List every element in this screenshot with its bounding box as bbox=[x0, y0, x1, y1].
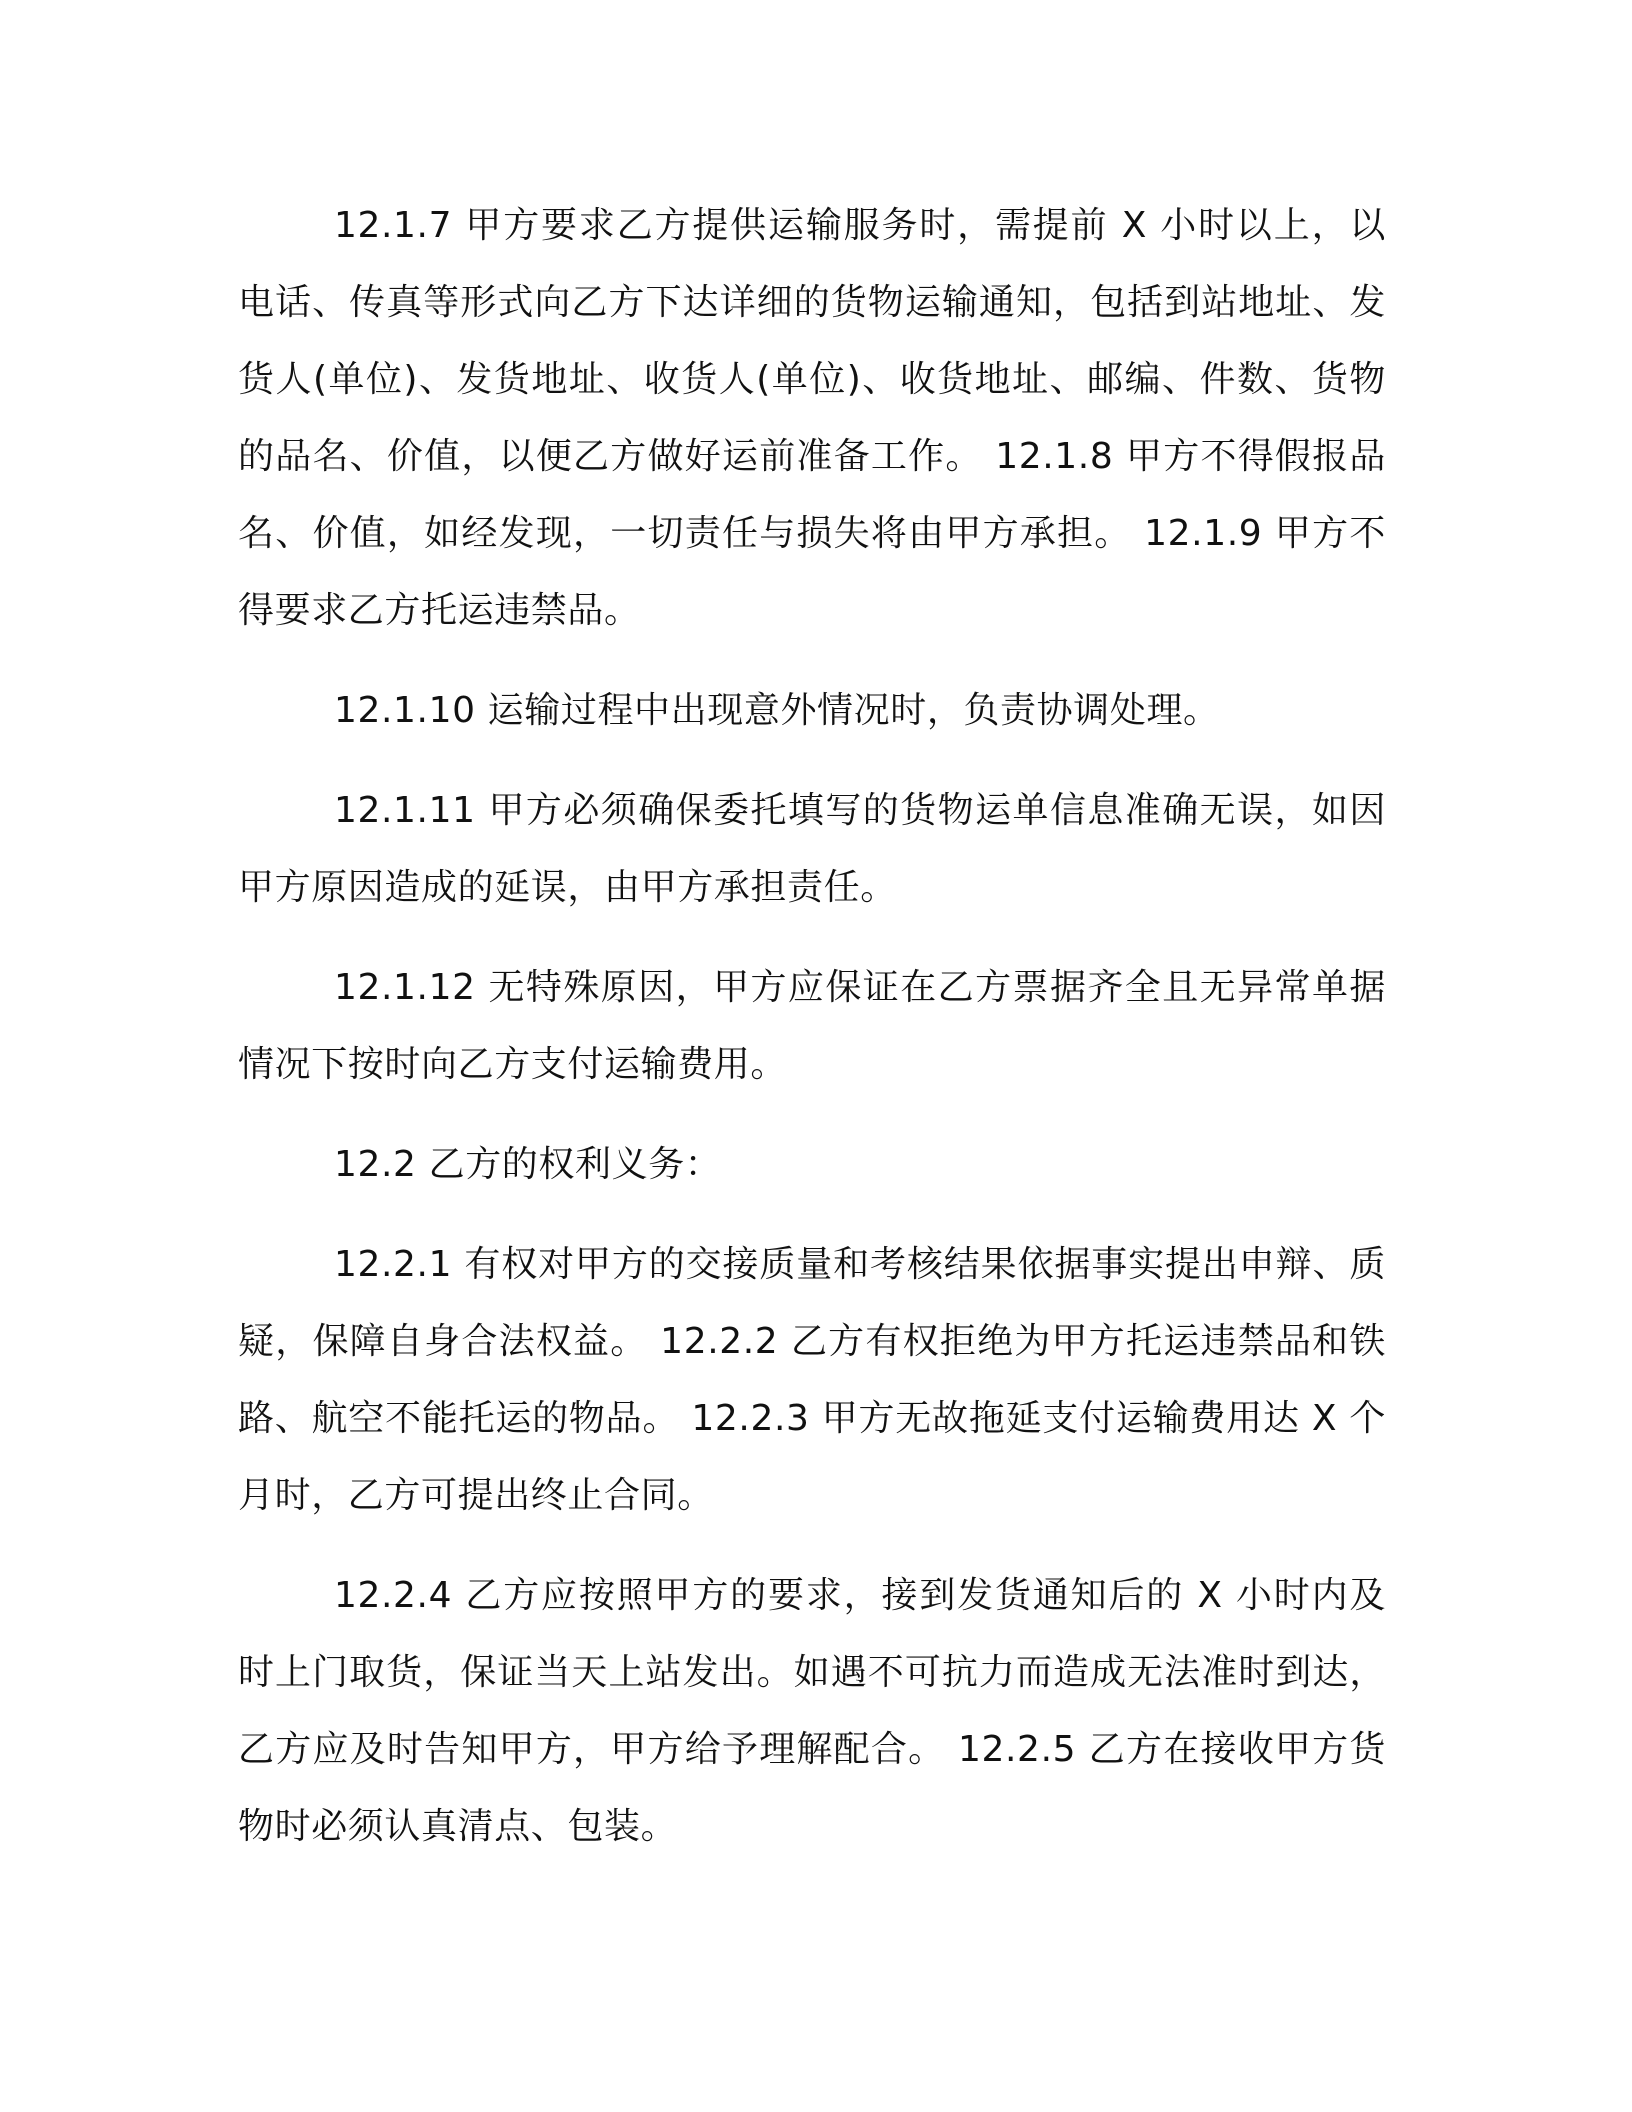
clause-12-1-12: 12.1.12 无特殊原因，甲方应保证在乙方票据齐全且无异常单据情况下按时向乙方支付运输费用。 bbox=[238, 967, 1386, 1085]
document-body bbox=[238, 187, 1386, 1865]
clause-12-2-4-to-12-2-5: 12.2.4 乙方应按照甲方的要求，接到发货通知后的 X 小时内及时上门取货，保证当天上站发出。如遇不可抗力而造成无法准时到达，乙方应及时告知甲方，甲方给予理解配合。 12.2.5 乙方在接收甲方货物时必须认真清点、包装。 bbox=[238, 1575, 1386, 1847]
clause-12-2-1-to-12-2-3: 12.2.1 有权对甲方的交接质量和考核结果依据事实提出申辩、质疑，保障自身合法权益。 12.2.2 乙方有权拒绝为甲方托运违禁品和铁路、航空不能托运的物品。 12.2.3 甲方无故拖延支付运输费用达 X 个月时，乙方可提出终止合同。 bbox=[238, 1244, 1386, 1516]
clause-12-1-7-to-12-1-9: 12.1.7 甲方要求乙方提供运输服务时，需提前 X 小时以上，以电话、传真等形式向乙方下达详细的货物运输通知，包括到站地址、发货人(单位)、发货地址、收货人(单位)、收货地址、邮编、件数、货物的品名、价值，以便乙方做好运前准备工作。 12.1.8 甲方不得假报品名、价值，如经发现，一切责任与损失将由甲方承担。 12.1.9 甲方不得要求乙方托运违禁品。 bbox=[238, 205, 1386, 631]
clause-12-1-10: 12.1.10 运输过程中出现意外情况时，负责协调处理。 bbox=[334, 690, 1220, 731]
section-12-2-heading: 12.2 乙方的权利义务： bbox=[334, 1144, 722, 1185]
clause-12-1-11: 12.1.11 甲方必须确保委托填写的货物运单信息准确无误，如因甲方原因造成的延误，由甲方承担责任。 bbox=[238, 790, 1386, 908]
